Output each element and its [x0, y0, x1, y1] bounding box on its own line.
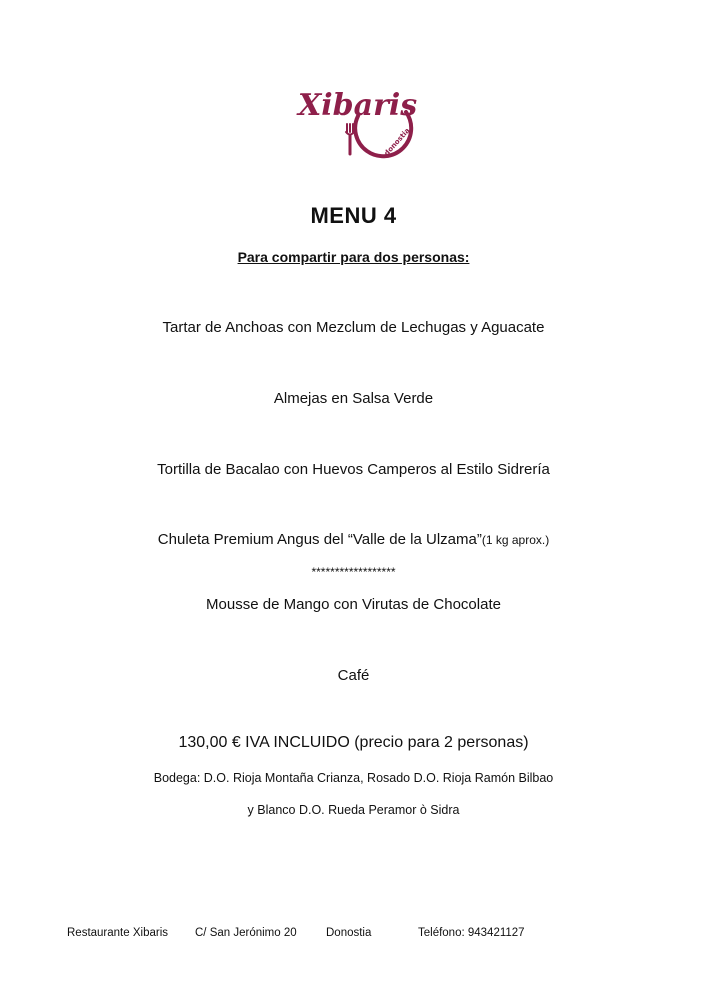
- menu-subtitle: Para compartir para dos personas:: [237, 249, 470, 265]
- dish-item: Tartar de Anchoas con Mezclum de Lechugas y Aguacate: [162, 319, 545, 336]
- menu-title: MENU 4: [310, 203, 397, 228]
- footer-address: C/ San Jerónimo 20: [195, 927, 297, 939]
- menu-price: 130,00 € IVA INCLUIDO (precio para 2 personas): [178, 734, 529, 751]
- main-dish: Chuleta Premium Angus del “Valle de la Ulzama”: [157, 531, 482, 548]
- logo-city: donostia: [382, 126, 412, 158]
- separator: ******************: [311, 565, 396, 579]
- footer-city: Donostia: [326, 927, 372, 939]
- wine-line-2: y Blanco D.O. Rueda Peramor ò Sidra: [247, 803, 460, 817]
- dish-item: Almejas en Salsa Verde: [273, 390, 434, 407]
- dish-item: Tortilla de Bacalao con Huevos Camperos al Estilo Sidrería: [157, 461, 550, 478]
- main-dish-note: (1 kg aprox.): [481, 533, 550, 547]
- wine-line-1: Bodega: D.O. Rioja Montaña Crianza, Rosado D.O. Rioja Ramón Bilbao: [153, 771, 554, 785]
- dessert-item: Mousse de Mango con Virutas de Chocolate: [206, 596, 501, 613]
- footer-restaurant: Restaurante Xibaris: [67, 927, 168, 939]
- logo-wordmark: Xibaris: [298, 88, 418, 123]
- coffee-item: Café: [337, 667, 370, 684]
- footer-phone: Teléfono: 943421127: [418, 927, 525, 939]
- restaurant-logo: [292, 88, 422, 168]
- main-dish-line: [0, 531, 707, 548]
